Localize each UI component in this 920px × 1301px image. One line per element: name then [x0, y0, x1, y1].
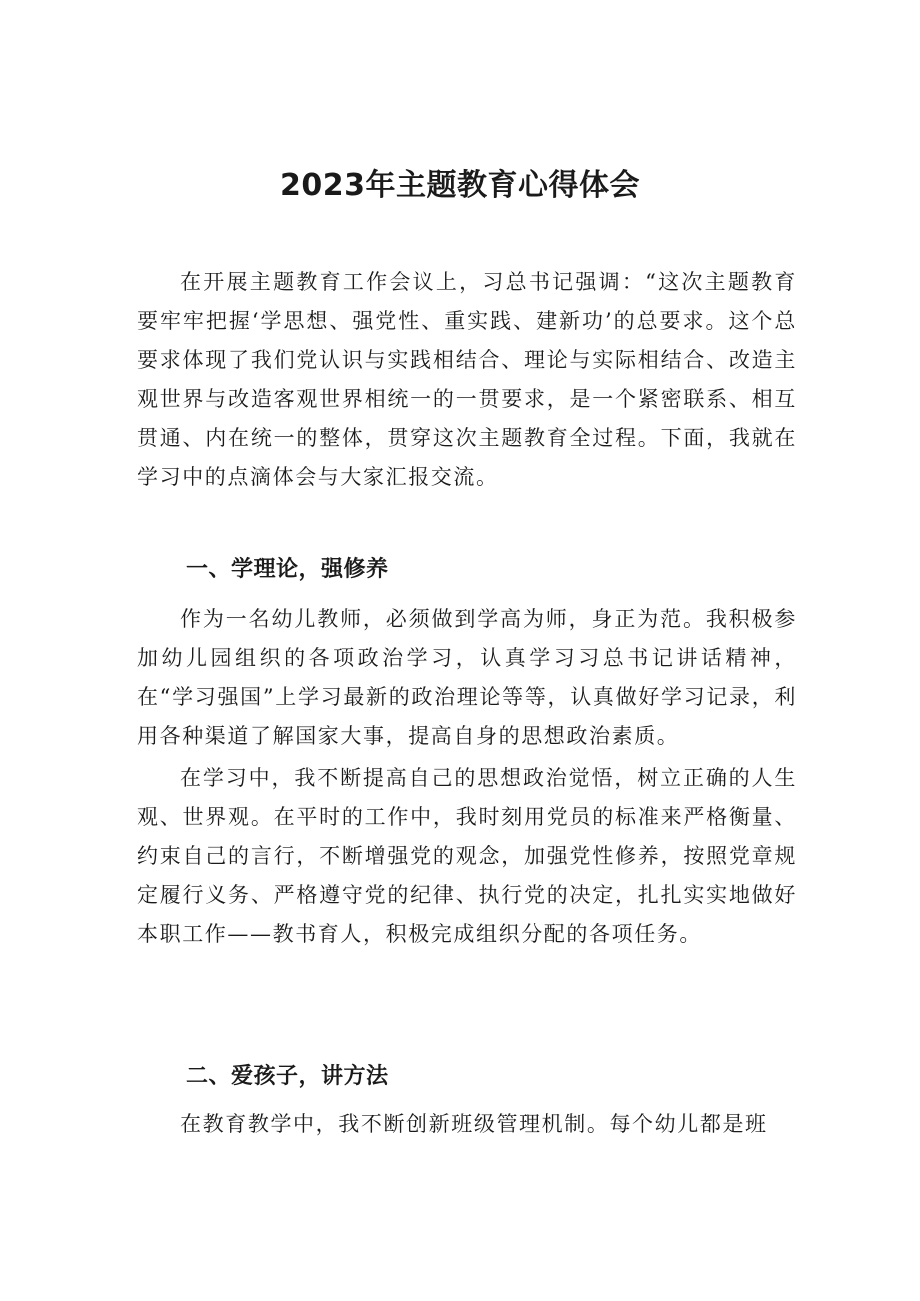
section-2-paragraph-1: 在教育教学中，我不断创新班级管理机制。每个幼儿都是班: [180, 1112, 768, 1136]
section-heading-1: 一、学理论，强修养: [186, 557, 389, 582]
section-heading-2: 二、爱孩子，讲方法: [186, 1064, 389, 1089]
section-1-paragraph-2: 在学习中，我不断提高自己的思想政治觉悟，树立正确的人生观、世界观。在平时的工作中，我时刻用党员的标准来严格衡量、约束自己的言行，不断增强党的观念，加强党性修养，按照党章规定履行义务、严格遵守党的纪律、执行党的决定，扎扎实实地做好本职工作——教书育人，积极完成组织分配的各项任务。: [137, 766, 797, 946]
document-title: 2023年主题教育心得体会: [280, 168, 640, 203]
section-1-paragraph-1: 作为一名幼儿教师，必须做到学高为师，身正为范。我积极参加幼儿园组织的各项政治学习，认真学习习总书记讲话精神，在“学习强国”上学习最新的政治理论等等，认真做好学习记录，利用各种渠道了解国家大事，提高自身的思想政治素质。: [137, 607, 797, 748]
intro-paragraph: 在开展主题教育工作会议上，习总书记强调：“这次主题教育要牢牢把握‘学思想、强党性、重实践、建新功’的总要求。这个总要求体现了我们党认识与实践相结合、理论与实际相结合、改造主观世界与改造客观世界相统一的一贯要求，是一个紧密联系、相互贯通、内在统一的整体，贯穿这次主题教育全过程。下面，我就在学习中的点滴体会与大家汇报交流。: [137, 270, 797, 489]
